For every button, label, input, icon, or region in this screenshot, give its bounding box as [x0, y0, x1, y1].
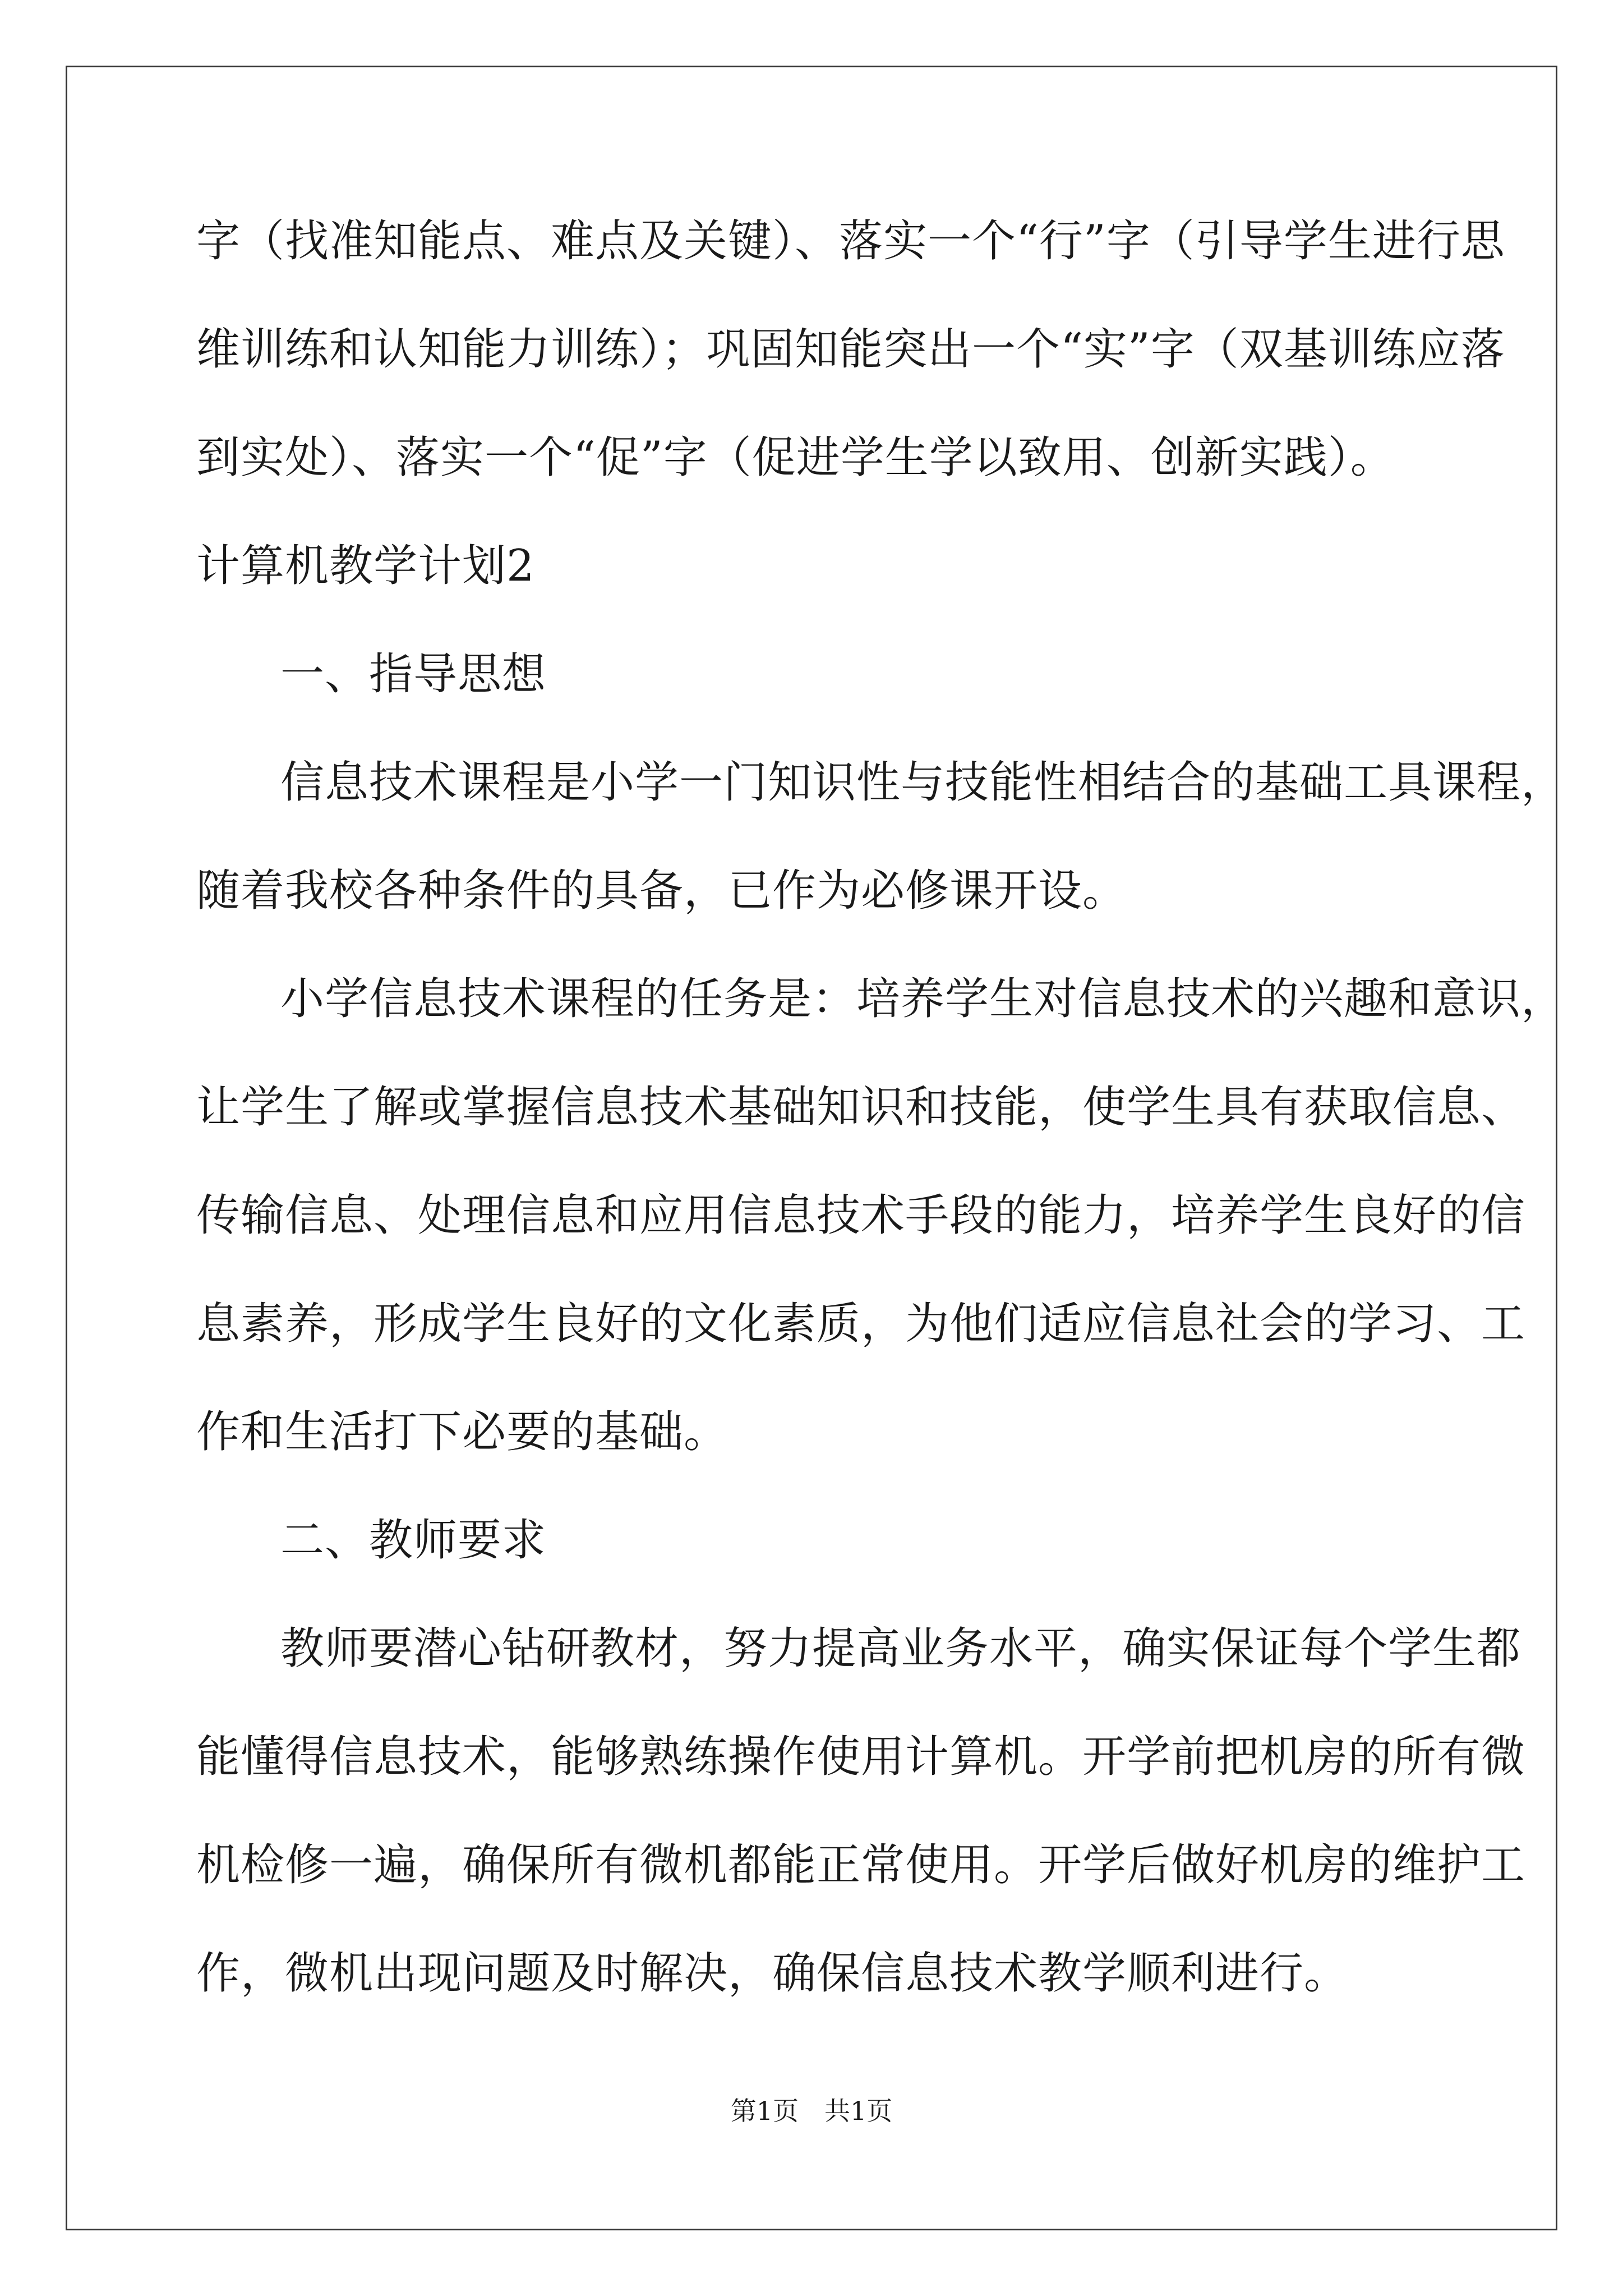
paragraph-line: 信息技术课程是小学一门知识性与技能性相结合的基础工具课程， — [280, 757, 1566, 808]
page-border — [66, 66, 1557, 2230]
paragraph-line: 随着我校各种条件的具备，已作为必修课开设。 — [196, 866, 1127, 916]
paragraph-line: 让学生了解或掌握信息技术基础知识和技能，使学生具有获取信息、 — [196, 1082, 1526, 1133]
paragraph-line: 作和生活打下必要的基础。 — [196, 1407, 728, 1457]
heading-teacher-requirements: 二、教师要求 — [280, 1515, 547, 1566]
paragraph-line: 字（找准知能点、难点及关键）、落实一个“行”字（引导学生进行思 — [196, 216, 1505, 266]
paragraph-line: 作，微机出现问题及时解决，确保信息技术教学顺利进行。 — [196, 1948, 1349, 1999]
paragraph-line: 小学信息技术课程的任务是：培养学生对信息技术的兴趣和意识， — [280, 974, 1566, 1024]
paragraph-line: 能懂得信息技术，能够熟练操作使用计算机。开学前把机房的所有微 — [196, 1732, 1526, 1782]
paragraph-line: 传输信息、处理信息和应用信息技术手段的能力，培养学生良好的信 — [196, 1190, 1526, 1241]
paragraph-line: 机检修一遍，确保所有微机都能正常使用。开学后做好机房的维护工 — [196, 1840, 1526, 1890]
paragraph-line: 教师要潜心钻研教材，努力提高业务水平，确实保证每个学生都 — [280, 1623, 1521, 1674]
paragraph-line: 到实处）、落实一个“促”字（促进学生学以致用、创新实践）。 — [196, 432, 1395, 483]
paragraph-line: 息素养，形成学生良好的文化素质，为他们适应信息社会的学习、工 — [196, 1299, 1526, 1349]
paragraph-line: 维训练和认知能力训练）；巩固知能突出一个“实”字（双基训练应落 — [196, 324, 1505, 375]
section-title: 计算机教学计划2 — [196, 541, 535, 591]
heading-guiding-ideology: 一、指导思想 — [280, 649, 547, 700]
page-footer: 第1页 共1页 — [730, 2096, 893, 2126]
